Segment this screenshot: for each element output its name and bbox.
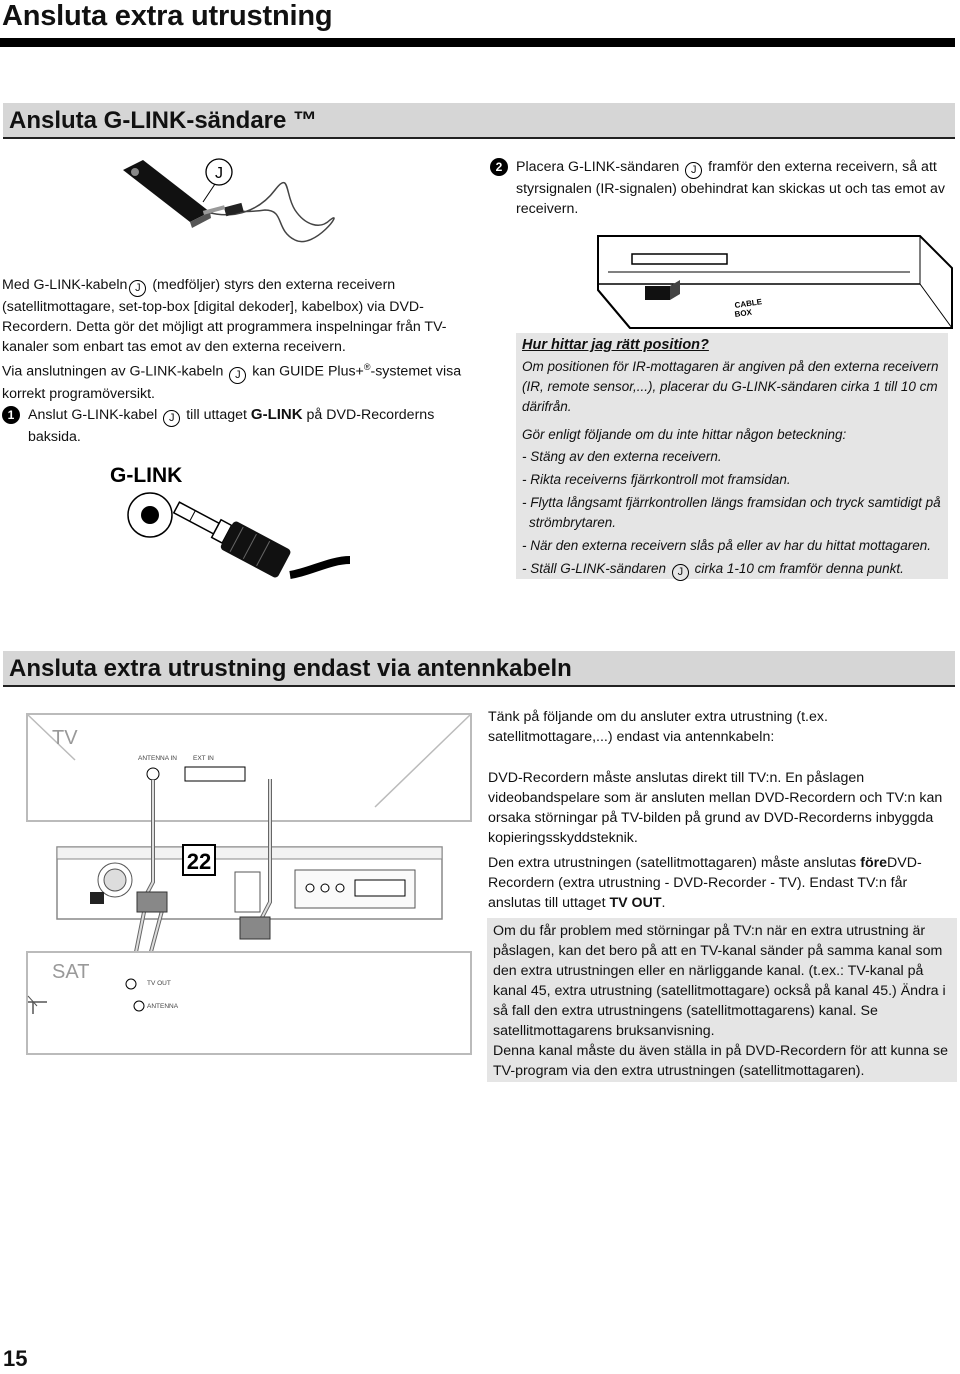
step-1-text-a: Anslut G-LINK-kabel bbox=[28, 407, 158, 423]
glink-intro bbox=[2, 275, 470, 404]
p3-a: Den extra utrustningen (satellitmottagaren) måste anslutas bbox=[488, 855, 857, 871]
glink-transmitter-illustration bbox=[115, 150, 355, 265]
intro-ref-2: J bbox=[229, 367, 246, 384]
antenna-connection-diagram bbox=[25, 712, 473, 1057]
step-22-badge: 22 bbox=[186, 849, 212, 874]
tv-label: TV bbox=[52, 727, 78, 749]
intro-p2-a: Via anslutningen av G-LINK-kabeln bbox=[2, 363, 224, 380]
tv-ext-in-label: EXT IN bbox=[193, 755, 214, 762]
hint-paragraph-1: Om positionen för IR-mottagaren är angiven på den externa receivern (IR, remote sensor,...), placerar du G-LINK-sändaren cirka 1 till 10 cm därifrån. bbox=[522, 359, 939, 414]
step-2-number: 2 bbox=[490, 158, 508, 176]
step-1-ref: J bbox=[163, 410, 180, 427]
antenna-intro: Tänk på följande om du ansluter extra utrustning (t.ex. satellitmottagare,...) endast via antennkabeln: bbox=[488, 709, 828, 745]
step-2-text-before: Placera G-LINK-sändaren bbox=[516, 159, 680, 175]
glink-socket-label: G-LINK bbox=[110, 464, 183, 487]
tv-device bbox=[27, 714, 471, 821]
hint-paragraph-2: Gör enligt följande om du inte hittar någon beteckning: bbox=[522, 427, 847, 442]
glink-plug-illustration bbox=[105, 460, 365, 590]
p3-b: DVD-Recordern (extra utrustning - DVD-Recorder - TV). Endast TV:n får anslutas till uttaget bbox=[488, 855, 922, 911]
section-heading-glink: Ansluta G-LINK-sändare ™ bbox=[3, 103, 955, 139]
tv-antenna-in-label: ANTENNA IN bbox=[138, 755, 178, 762]
antenna-paragraph-3 bbox=[488, 853, 953, 913]
step-2-ref: J bbox=[685, 162, 702, 179]
hint-box bbox=[516, 333, 948, 579]
p3-socket: TV OUT bbox=[609, 895, 662, 911]
intro-p1-b: (medföljer) styrs den externa receivern (satellitmottagare, set-top-box [digital dekoder], kabelbox) via DVD-Recordern. Detta gör det möjligt att programmera inspelningar från TV-kanaler som enbart tas emot av den externa receivern. bbox=[2, 277, 447, 355]
hint-item: - Stäng av den externa receivern. bbox=[522, 449, 722, 464]
hint-item-last bbox=[522, 559, 942, 581]
intro-p1-a: Med G-LINK-kabeln bbox=[2, 277, 128, 293]
hint-title: Hur hittar jag rätt position? bbox=[522, 337, 709, 353]
sat-label: SAT bbox=[52, 961, 90, 983]
intro-p2-c: -systemet visa korrekt programöversikt. bbox=[2, 363, 462, 402]
hint-last-b: cirka 1-10 cm framför denna punkt. bbox=[694, 561, 904, 576]
page-title: Ansluta extra utrustning bbox=[2, 0, 333, 32]
sat-tv-out-label: TV OUT bbox=[147, 980, 171, 987]
hint-item: - Rikta receiverns fjärrkontroll mot framsidan. bbox=[522, 472, 791, 487]
cable-box-slot bbox=[632, 254, 727, 264]
registered-mark: ® bbox=[363, 362, 371, 372]
intro-ref-1: J bbox=[129, 280, 146, 297]
callout-label: J bbox=[215, 165, 223, 182]
callout-line bbox=[203, 184, 215, 202]
title-rule bbox=[0, 38, 955, 47]
step-1 bbox=[2, 405, 470, 447]
intro-paragraph-2 bbox=[2, 357, 470, 404]
plug-cable bbox=[290, 560, 350, 575]
satellite-receiver-device bbox=[27, 952, 471, 1054]
section-heading-antenna: Ansluta extra utrustning endast via antennkabeln bbox=[3, 651, 955, 687]
dvd-recorder-device bbox=[57, 847, 442, 919]
step-2-text-after: framför den externa receivern, så att styrsignalen (IR-signalen) obehindrat kan skickas ut och tas emot av receivern. bbox=[516, 159, 945, 217]
step-1-text-b: till uttaget bbox=[186, 407, 247, 423]
step-1-number: 1 bbox=[2, 406, 20, 424]
jack-plug bbox=[169, 493, 292, 579]
page-number: 15 bbox=[3, 1346, 28, 1371]
intro-p2-b: kan GUIDE Plus+ bbox=[252, 363, 364, 380]
hint-item: - När den externa receivern slås på eller av har du hittat mottagaren. bbox=[522, 538, 931, 553]
interference-note-box bbox=[487, 918, 957, 1082]
interference-note-p2: Denna kanal måste du även ställa in på DVD-Recordern för att kunna se TV-program via den extra utrustningen (satellitmottagaren). bbox=[493, 1043, 949, 1079]
interference-note-p1: Om du får problem med störningar på TV:n när en extra utrustning är påslagen, kan det bero på att en TV-kanal sänder på samma kanal som den extra utrustningen eller en närliggande kanal. (t.ex.: TV-kanal på kanal 45, extra utrustning (satellitmottagare) också på kanal 45.) Ändra i så fall den extra utrustningens (satellitmottagarens) kanal. Se satellitmottagarens bruksanvisning. bbox=[493, 923, 946, 1039]
hint-last-a: - Ställ G-LINK-sändaren bbox=[522, 561, 667, 576]
sat-antenna-label: ANTENNA bbox=[147, 1003, 179, 1010]
cable-box-body bbox=[598, 236, 952, 328]
cable-box-label-2: BOX bbox=[734, 307, 753, 319]
cable-box-illustration bbox=[590, 228, 960, 338]
cable-box-label-1: CABLE bbox=[734, 297, 763, 310]
step-1-socket: G-LINK bbox=[250, 406, 303, 423]
antenna-paragraph-2: DVD-Recordern måste anslutas direkt till TV:n. En påslagen videobandspelare som är ansluten mellan DVD-Recordern och TV:n kan orsaka störningar på TV-bilden på grund av DVD-Recorderns inbyggda kopieringsskyddsteknik. bbox=[488, 770, 943, 846]
step-2 bbox=[490, 157, 955, 219]
step-1-text-c: på DVD-Recorderns baksida. bbox=[28, 407, 435, 445]
p3-bold: före bbox=[860, 855, 888, 871]
transmitter-device bbox=[123, 160, 211, 228]
hint-item: - Flytta långsamt fjärrkontrollen längs framsidan och tryck samtidigt på strömbrytaren. bbox=[522, 495, 941, 530]
hint-last-ref: J bbox=[672, 564, 689, 581]
transmitter-placed bbox=[645, 286, 670, 300]
p3-c: . bbox=[661, 895, 666, 911]
intro-paragraph-1 bbox=[2, 275, 470, 357]
